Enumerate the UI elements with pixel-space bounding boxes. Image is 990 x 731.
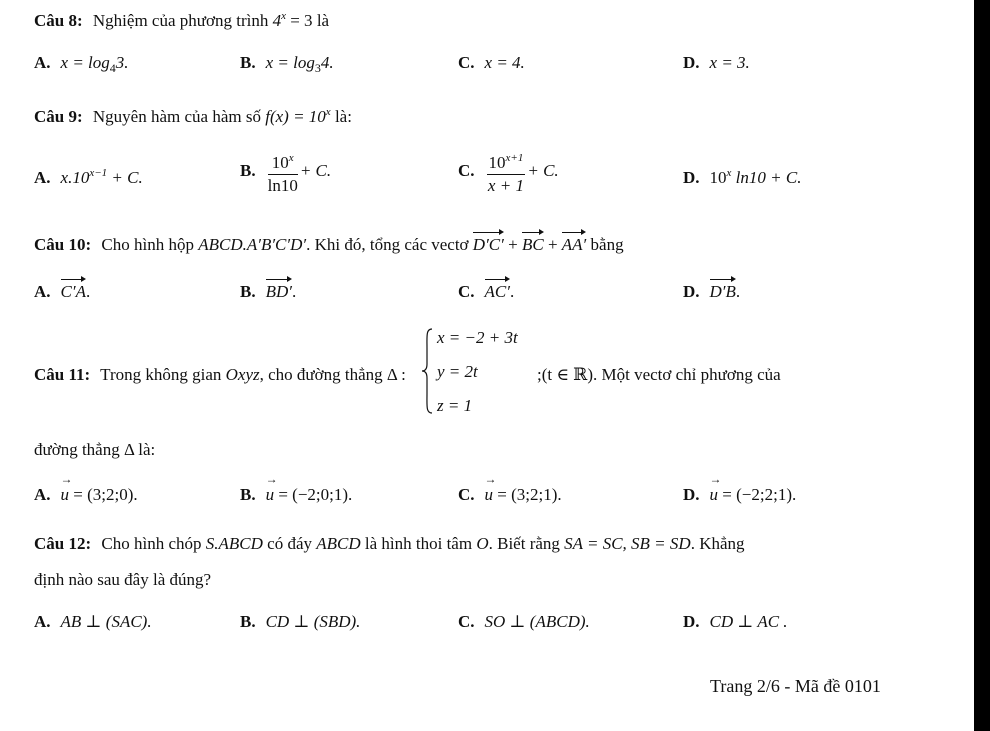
q8-option-a-post: 3. xyxy=(115,53,129,72)
q9-option-b-numerator xyxy=(268,148,298,175)
q10-option-d-post: . xyxy=(735,282,741,301)
question-8-text: Nghiệm của phương trình xyxy=(92,11,269,30)
question-9 xyxy=(34,106,352,127)
question-9-tail: là: xyxy=(334,107,352,126)
question-8-tail: là xyxy=(316,11,330,30)
question-12-text3: là hình thoi tâm xyxy=(364,534,473,553)
right-edge-bar xyxy=(974,0,990,731)
q8-option-d-text: x = 3. xyxy=(709,53,750,72)
question-10-box: ABCD.A′B′C′D′ xyxy=(198,235,307,254)
q10-option-b-label: B. xyxy=(240,282,256,301)
question-9-number: Câu 9: xyxy=(34,107,83,126)
q10-option-a-post: . xyxy=(85,282,91,301)
q11-option-a-label: A. xyxy=(34,485,51,504)
question-12 xyxy=(34,534,745,554)
question-8-eq-base: 4 xyxy=(272,11,282,30)
question-9-func-exp: x xyxy=(325,106,331,118)
q8-option-d-label: D. xyxy=(683,53,700,72)
question-8-eq-rhs: = 3 xyxy=(290,11,313,30)
question-11-text2: , cho đường thẳng xyxy=(259,365,383,384)
question-11-number: Câu 11: xyxy=(34,365,91,384)
q8-option-b xyxy=(240,53,334,76)
q8-option-a-pre: x = log xyxy=(60,53,110,72)
q11-option-d-post: = (−2;2;1). xyxy=(722,485,797,504)
q8-option-b-label: B. xyxy=(240,53,256,72)
question-12-condition: SA = SC, SB = SD xyxy=(564,534,691,553)
q9-option-b-num-exp: x xyxy=(288,152,294,164)
q11-option-b-post: = (−2;0;1). xyxy=(278,485,353,504)
q11-option-a-post: = (3;2;0). xyxy=(73,485,138,504)
q10-option-b-vector: BD′ xyxy=(266,277,292,302)
q9-option-d-exp: x xyxy=(726,167,732,179)
q8-option-c-label: C. xyxy=(458,53,475,72)
q9-option-b xyxy=(240,148,331,196)
q11-option-b xyxy=(240,482,352,505)
question-12-line2: định nào sau đây là đúng? xyxy=(34,570,212,589)
question-10-plus-1: + xyxy=(508,235,518,254)
q12-option-a-text: AB ⊥ (SAC). xyxy=(60,612,152,631)
question-11-line2: đường thẳng Δ là: xyxy=(34,440,156,459)
q8-option-a xyxy=(34,53,129,76)
question-12-base: ABCD xyxy=(316,534,361,553)
q11-param xyxy=(537,365,781,385)
question-12-text5: . Khẳng xyxy=(690,534,745,553)
q10-option-d xyxy=(683,277,740,302)
question-12-text4: . Biết rằng xyxy=(488,534,560,553)
question-9-func: f(x) = 10 xyxy=(265,107,326,126)
q9-option-d-label: D. xyxy=(683,168,700,187)
q9-option-a xyxy=(34,167,143,188)
question-10 xyxy=(34,230,624,255)
question-10-plus-2: + xyxy=(547,235,558,254)
q9-option-a-label: A. xyxy=(34,168,51,187)
q9-option-b-num-base: 10 xyxy=(271,153,289,172)
q10-option-a-label: A. xyxy=(34,282,51,301)
q11-option-d xyxy=(683,482,796,505)
q11-option-a-vector: → u xyxy=(61,482,70,505)
q11-option-b-label: B. xyxy=(240,485,256,504)
q12-option-b-text: CD ⊥ (SBD). xyxy=(265,612,361,631)
q10-option-c-label: C. xyxy=(458,282,475,301)
q8-option-b-post: 4. xyxy=(320,53,334,72)
q9-option-b-fraction xyxy=(268,148,298,196)
question-12-text2: có đáy xyxy=(267,534,312,553)
q11-option-c-post: = (3;2;1). xyxy=(497,485,562,504)
q10-option-a xyxy=(34,277,90,302)
q11-eq-x: x = −2 + 3t xyxy=(437,328,518,347)
q12-option-b xyxy=(240,612,360,632)
q12-option-d-label: D. xyxy=(683,612,700,631)
q12-option-d xyxy=(683,612,788,632)
q9-option-b-denominator: ln10 xyxy=(267,176,298,195)
q9-option-a-pre: x.10 xyxy=(60,168,90,187)
q9-option-c-denominator: x + 1 xyxy=(487,176,524,195)
q10-option-b-post: . xyxy=(291,282,297,301)
question-8-eq-exp: x xyxy=(281,10,286,22)
q9-option-c-fraction xyxy=(487,148,526,196)
q12-option-c xyxy=(458,612,590,632)
q8-option-b-sub: 3 xyxy=(314,61,321,75)
q9-option-c-label: C. xyxy=(458,160,475,180)
q11-option-c-label: C. xyxy=(458,485,475,504)
q10-option-c xyxy=(458,277,514,302)
q11-option-b-vector: → u xyxy=(266,482,275,505)
q8-option-a-sub: 4 xyxy=(109,61,116,75)
question-8-number: Câu 8: xyxy=(34,11,83,30)
q12-option-a xyxy=(34,612,152,632)
q11-eq-y: y = 2t xyxy=(437,362,478,381)
q11-eq-z: z = 1 xyxy=(437,396,473,415)
question-11-text: Trong không gian xyxy=(100,365,222,384)
q9-option-c-post: + C. xyxy=(527,160,559,180)
q9-option-c xyxy=(458,148,559,196)
q8-option-d xyxy=(683,53,750,73)
q10-option-c-post: . xyxy=(509,282,515,301)
q12-option-c-label: C. xyxy=(458,612,475,631)
q10-option-a-vector: C′A xyxy=(61,277,86,302)
question-12-number: Câu 12: xyxy=(34,534,92,553)
question-10-text: Cho hình hộp xyxy=(101,235,194,254)
q11-option-a xyxy=(34,482,138,505)
q9-option-d-post: ln10 + C. xyxy=(735,168,802,187)
question-10-text2: . Khi đó, tổng các vectơ xyxy=(306,235,469,254)
question-10-vector-2: BC xyxy=(522,230,544,255)
question-12-text: Cho hình chóp xyxy=(101,534,202,553)
q11-option-c xyxy=(458,482,562,505)
question-11-space: Oxyz xyxy=(225,365,260,384)
q9-option-c-num-base: 10 xyxy=(488,153,506,172)
question-8 xyxy=(34,10,329,31)
question-10-number: Câu 10: xyxy=(34,235,92,254)
q9-option-d xyxy=(683,167,801,188)
q9-option-b-post: + C. xyxy=(299,160,332,180)
q12-option-c-text: SO ⊥ (ABCD). xyxy=(484,612,590,631)
q11-param-text: ;(t ∈ ℝ) xyxy=(537,365,593,384)
q12-option-b-label: B. xyxy=(240,612,256,631)
q9-option-a-post: + C. xyxy=(111,168,143,187)
q9-option-c-num-exp: x+1 xyxy=(505,152,524,164)
q12-option-d-text: CD ⊥ AC . xyxy=(709,612,788,631)
question-12-pyramid: S.ABCD xyxy=(205,534,263,553)
question-10-vector-3: AA′ xyxy=(562,230,587,255)
q10-option-d-label: D. xyxy=(683,282,700,301)
question-11 xyxy=(34,365,406,385)
q9-option-d-pre: 10 xyxy=(709,168,727,187)
page-footer: Trang 2/6 - Mã đề 0101 xyxy=(710,676,881,696)
question-10-tail: bằng xyxy=(590,235,624,254)
q11-brace-icon xyxy=(421,328,433,414)
q10-option-c-vector: AC′ xyxy=(485,277,510,302)
q11-option-c-vector: → u xyxy=(485,482,494,505)
q9-option-b-label: B. xyxy=(240,160,256,180)
q8-option-a-label: A. xyxy=(34,53,51,72)
q11-option-d-vector: → u xyxy=(710,482,719,505)
q10-option-d-vector: D′B xyxy=(710,277,736,302)
question-10-vector-1: D′C′ xyxy=(473,230,504,255)
q8-option-b-pre: x = log xyxy=(265,53,315,72)
q10-option-b xyxy=(240,277,296,302)
q9-option-c-numerator xyxy=(487,148,526,175)
question-11-delta: Δ : xyxy=(386,365,406,384)
question-12-center: O xyxy=(476,534,489,553)
q9-option-a-exp: x−1 xyxy=(89,167,108,179)
q8-option-c xyxy=(458,53,525,73)
q12-option-a-label: A. xyxy=(34,612,51,631)
q11-text3: . Một vectơ chỉ phương của xyxy=(592,365,781,384)
q8-option-c-text: x = 4. xyxy=(484,53,525,72)
question-9-text: Nguyên hàm của hàm số xyxy=(92,107,261,126)
q11-option-d-label: D. xyxy=(683,485,700,504)
